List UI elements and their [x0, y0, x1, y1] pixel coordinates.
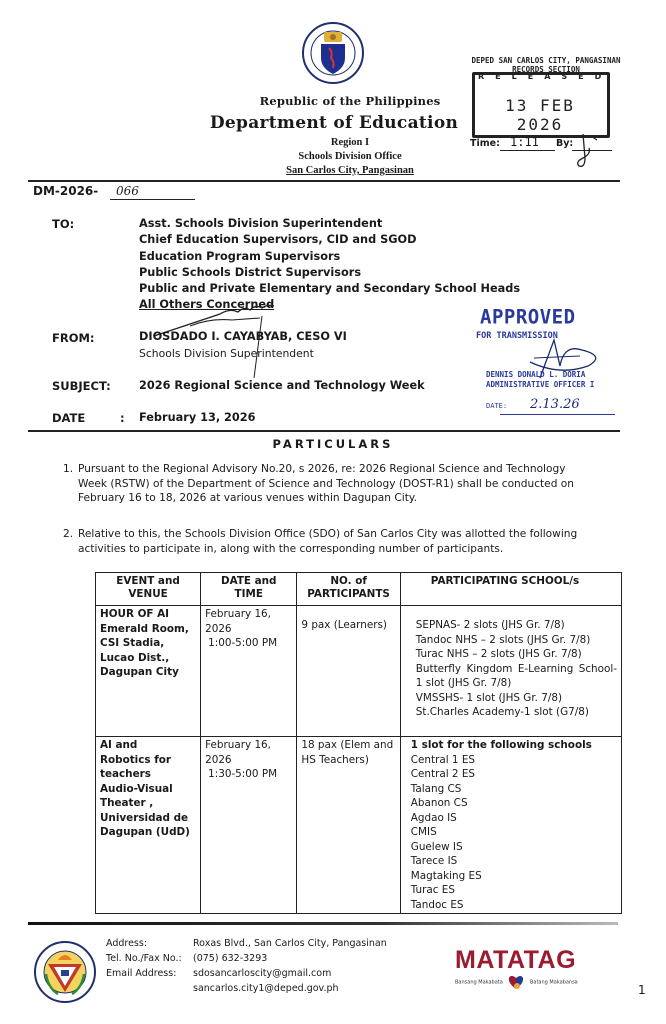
- paragraph-2: [63, 527, 598, 556]
- matatag-logo-text: MATATAG: [455, 946, 577, 974]
- cell-line: Emerald Room,: [100, 622, 189, 635]
- header-text: DATE and: [220, 575, 277, 587]
- matatag-heart-logo-icon: [507, 974, 525, 990]
- paragraph-1: [63, 462, 598, 506]
- school-item: Guelew IS: [410, 840, 463, 853]
- footer-email-1[interactable]: sdosancarloscity@gmail.com: [193, 968, 332, 979]
- school-item: Turac NHS – 2 slots (JHS Gr. 7/8): [415, 648, 582, 660]
- school-item: Magtaking ES: [410, 869, 482, 882]
- stamp-section-text: RECORDS SECTION: [512, 65, 580, 74]
- approver-name: DENNIS DONALD L. DORIA: [486, 370, 586, 379]
- header-participants: [297, 573, 400, 606]
- approved-stamp-title: APPROVED: [480, 305, 576, 329]
- to-label: TO:: [52, 217, 75, 231]
- recipient: Chief Education Supervisors, CID and SGOD: [139, 233, 417, 247]
- cell-line: HOUR OF AI: [100, 608, 170, 620]
- cell-participants: [297, 606, 400, 737]
- header-text: NO. of: [330, 575, 367, 587]
- cell-schools: [400, 606, 621, 737]
- tagline-left: Bansang Makabata: [455, 979, 503, 986]
- cell-line: 2026: [205, 622, 232, 635]
- tagline-right: Batang Makabansa: [529, 979, 578, 986]
- stamp-date: 13 FEB 2026: [505, 96, 575, 134]
- cell-line: teachers: [100, 768, 151, 780]
- school-item: Agdao IS: [410, 811, 457, 824]
- memo-date: February 13, 2026: [139, 411, 256, 424]
- stamp-office-text: DEPED SAN CARLOS CITY, PANGASINAN: [471, 56, 621, 65]
- header-divider: [28, 180, 620, 182]
- stamp-initials-signature-icon: [575, 128, 605, 170]
- subject-label: SUBJECT:: [52, 379, 111, 393]
- header-text: TIME: [234, 588, 263, 600]
- cell-line: February 16,: [205, 608, 271, 620]
- footer-divider: [28, 922, 618, 925]
- cell-line: HS Teachers): [301, 753, 369, 766]
- school-item: Butterfly Kingdom E-Learning School-1 slot (JHS Gr. 7/8): [415, 662, 617, 689]
- header-city: San Carlos City, Pangasinan: [286, 165, 414, 176]
- from-label: FROM:: [52, 331, 95, 345]
- cell-line: 9 pax (Learners): [301, 619, 387, 631]
- recipient: Asst. Schools Division Superintendent: [139, 217, 383, 230]
- header-region: Region I: [330, 137, 370, 148]
- cell-line: Robotics for: [100, 753, 171, 766]
- recipient: All Others Concerned: [139, 298, 275, 312]
- stamp-status: RELEASED: [478, 72, 613, 81]
- school-item: Abanon CS: [410, 797, 468, 809]
- header-office: Schools Division Office: [298, 151, 402, 162]
- table-row: [96, 737, 622, 914]
- approver-position: ADMINISTRATIVE OFFICER I: [486, 380, 595, 389]
- header-text: EVENT and: [116, 575, 180, 587]
- memo-number-label: DM-2026-: [33, 184, 99, 198]
- school-item: St.Charles Academy-1 slot (G7/8): [415, 706, 589, 718]
- paragraph-number: 1.: [63, 463, 74, 475]
- recipient: Public Schools District Supervisors: [139, 265, 362, 279]
- cell-line: 18 pax (Elem and: [301, 739, 394, 751]
- sdo-san-carlos-seal-icon: [34, 938, 96, 1006]
- cell-line: Audio-Visual: [100, 782, 173, 795]
- school-item: Tandoc NHS – 2 slots (JHS Gr. 7/8): [415, 633, 591, 646]
- activities-table: [95, 572, 622, 914]
- page-mark: 1: [638, 983, 646, 997]
- deped-seal-icon: [302, 22, 364, 84]
- header-participating-schools: [400, 573, 621, 606]
- school-item: SEPNAS- 2 slots (JHS Gr. 7/8): [415, 619, 565, 631]
- cell-event-venue: [96, 737, 201, 914]
- paragraph-line: activities to participate in, along with the corresponding number of participants.: [78, 542, 504, 555]
- school-item: CMIS: [410, 826, 437, 838]
- date-label: DATE: [52, 411, 86, 425]
- cell-line: Dagupan City: [100, 666, 179, 678]
- school-item: VMSSHS- 1 slot (JHS Gr. 7/8): [415, 691, 563, 704]
- stamp-time-label: Time:: [470, 138, 500, 149]
- paragraph-line: Week (RSTW) of the Department of Science and Technology (DOST-R1) shall be conducted on: [78, 477, 574, 490]
- footer-address: Roxas Blvd., San Carlos City, Pangasinan: [193, 938, 387, 949]
- cell-date-time: [201, 737, 297, 914]
- stamp-time-line: [500, 150, 555, 151]
- footer-tel-label: Tel. No./Fax No.:: [106, 953, 182, 964]
- footer-email-label: Email Address:: [106, 968, 177, 979]
- paragraph-number: 2.: [63, 528, 74, 540]
- approved-date-line: [500, 414, 615, 415]
- from-name: DIOSDADO I. CAYABYAB, CESO VI: [139, 330, 347, 343]
- header-date-time: [201, 573, 297, 606]
- particulars-heading: PARTICULARS: [272, 437, 394, 451]
- cell-line: 1:00-5:00 PM: [208, 637, 278, 649]
- recipient: Public and Private Elementary and Secondary School Heads: [139, 282, 521, 296]
- cell-line: AI and: [100, 739, 138, 751]
- stamp-time-value: 1:11: [510, 135, 539, 149]
- cell-schools: [400, 737, 621, 914]
- cell-line: Universidad de: [100, 811, 189, 824]
- cell-line: Dagupan (UdD): [100, 826, 190, 838]
- matatag-tagline: [455, 974, 578, 990]
- header-text: PARTICIPANTS: [307, 588, 390, 600]
- header-text: PARTICIPATING SCHOOL/s: [430, 575, 580, 587]
- date-colon: :: [120, 411, 125, 425]
- table-row: [96, 606, 622, 737]
- cell-line: Theater ,: [100, 797, 154, 809]
- cell-line: Lucao Dist.,: [100, 651, 170, 664]
- paragraph-line: February 16 to 18, 2026 at various venues within Dagupan City.: [78, 492, 417, 504]
- header-event-venue: [96, 573, 201, 606]
- cell-line: February 16,: [205, 739, 271, 751]
- memo-number-value: 066: [116, 184, 139, 198]
- school-item: Central 1 ES: [410, 753, 475, 766]
- approved-date-label: DATE:: [486, 402, 508, 410]
- approved-date: 2.13.26: [530, 397, 580, 412]
- approved-stamp-subtitle: FOR TRANSMISSION: [476, 331, 558, 341]
- cell-participants: [297, 737, 400, 914]
- memo-number-line: [110, 199, 195, 200]
- paragraph-line: Pursuant to the Regional Advisory No.20, s 2026, re: 2026 Regional Science and Technology: [78, 463, 566, 475]
- approver-block: [486, 370, 616, 390]
- cell-event-venue: [96, 606, 201, 737]
- recipient: Education Program Supervisors: [139, 249, 341, 263]
- header-text: VENUE: [128, 588, 168, 600]
- school-item: Tandoc ES: [410, 898, 464, 911]
- cell-line: CSI Stadia,: [100, 637, 165, 649]
- school-item: Central 2 ES: [410, 768, 475, 780]
- cell-line: 2026: [205, 753, 232, 766]
- cell-line: 1:30-5:00 PM: [208, 768, 278, 780]
- footer-address-label: Address:: [106, 938, 148, 949]
- school-item: Talang CS: [410, 782, 462, 795]
- from-title: Schools Division Superintendent: [139, 347, 314, 360]
- header-republic: Republic of the Philippines: [259, 94, 441, 108]
- header-department: Department of Education: [209, 113, 459, 133]
- stamp-by-label: By:: [556, 138, 574, 149]
- schools-heading: 1 slot for the following schools: [410, 739, 592, 751]
- cell-date-time: [201, 606, 297, 737]
- memo-header-divider: [28, 430, 620, 432]
- table-header-row: [96, 573, 622, 606]
- subject-text: 2026 Regional Science and Technology Week: [139, 379, 425, 392]
- footer-email-2[interactable]: sancarlos.city1@deped.gov.ph: [193, 983, 339, 994]
- paragraph-line: Relative to this, the Schools Division Office (SDO) of San Carlos City was allotted the following: [78, 528, 578, 540]
- school-item: Tarece IS: [410, 855, 458, 867]
- school-item: Turac ES: [410, 884, 455, 896]
- footer-tel: (075) 632-3293: [193, 953, 268, 964]
